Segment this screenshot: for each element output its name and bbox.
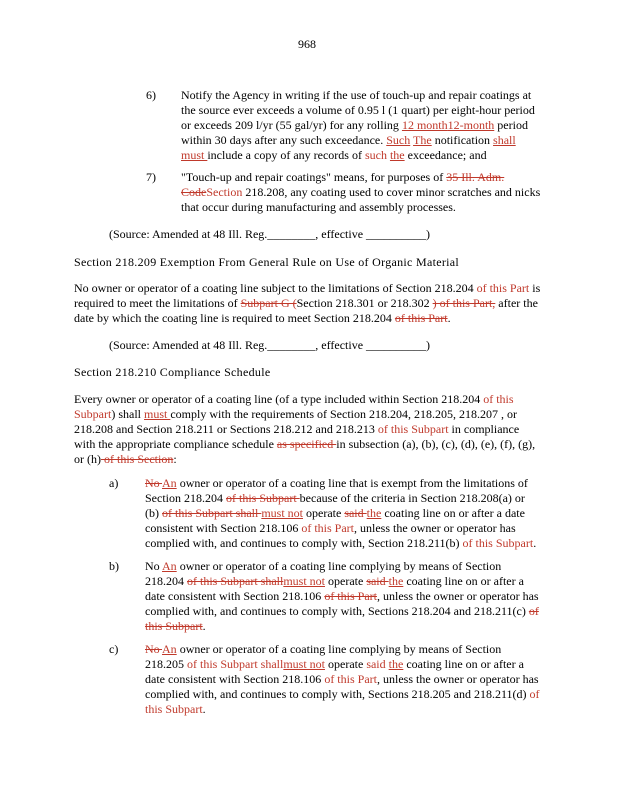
text: 218.204 [145, 574, 187, 588]
text: comply with the requirements of Section 218.204, 218.205, 218.207 , or [170, 407, 517, 421]
deleted-text: No [145, 642, 163, 656]
b-line-5 [145, 619, 539, 634]
inserted-text: An [162, 559, 177, 573]
text: include a copy of any records of [207, 148, 365, 162]
text: 218.208 and Section 218.211 or Sections 218.212 and 218.213 [74, 422, 378, 436]
s210-line-4 [74, 437, 535, 452]
item-7-line-1 [181, 170, 540, 185]
text: coating line on or after a [403, 574, 524, 588]
text: with the appropriate compliance schedule [74, 437, 277, 451]
b-line-2 [145, 574, 539, 589]
deleted-text: 35 Ill. Adm. [446, 170, 505, 184]
b-line-4 [145, 604, 539, 619]
inserted-text: of this Part [324, 672, 377, 686]
text: : [173, 452, 177, 466]
text: coating line on or after a date [381, 506, 525, 520]
text: owner or operator of a coating line complying by means of Section [176, 559, 502, 573]
text: date consistent with Section 218.106 [145, 589, 325, 603]
text: Section 218.204 [145, 491, 226, 505]
inserted-text: of this [483, 392, 514, 406]
s210-line-3 [74, 422, 535, 437]
text: date consistent with Section 218.106 [145, 672, 325, 686]
text: operate [325, 657, 367, 671]
text: , unless the owner or operator has [376, 672, 539, 686]
c-line-3 [145, 672, 540, 687]
deleted-text: of [528, 604, 539, 618]
text: coating line on or after a [403, 657, 524, 671]
inserted-text: must not [261, 506, 303, 520]
item-6-line-2: the source ever exceeds a volume of 0.95 l (1 quart) per eight-hour period [181, 103, 535, 117]
text: ) shall [111, 407, 145, 421]
text: 218.205 [145, 657, 187, 671]
text: after the [495, 296, 538, 310]
a-line-1 [145, 476, 536, 491]
inserted-text: must not [283, 657, 325, 671]
inserted-text: An [162, 642, 177, 656]
inserted-text: of [529, 687, 540, 701]
text: period [494, 118, 528, 132]
a-line-4 [145, 521, 536, 536]
item-6-text [181, 88, 535, 163]
deleted-text: Code [181, 185, 207, 199]
s209-line-1 [74, 281, 540, 296]
s210-line-1 [74, 392, 535, 407]
inserted-text: the [389, 148, 405, 162]
inserted-text: must [144, 407, 171, 421]
text: Every owner or operator of a coating line (of a type included within Section 218.204 [74, 392, 484, 406]
item-6-line-3 [181, 118, 535, 133]
inserted-text: of this Part [476, 281, 530, 295]
text: owner or operator of a coating line complying by means of Section [176, 642, 502, 656]
s209-line-3 [74, 311, 540, 326]
source-note-2: (Source: Amended at 48 Ill. Reg.________, effective __________) [109, 338, 431, 352]
subsection-a-number: a) [109, 476, 119, 490]
text: complied with, and continues to comply with, Sections 218.204 and 218.211(c) [145, 604, 529, 618]
text: in subsection (a), (b), (c), (d), (e), (f), (g), [336, 437, 536, 451]
text: is [529, 281, 541, 295]
inserted-text: must [181, 148, 208, 162]
c-line-5 [145, 702, 540, 717]
text: complied with, and continues to comply with, Section 218.211(b) [145, 536, 463, 550]
deleted-text: said [344, 506, 367, 520]
text: No owner or operator of a coating line subject to the limitations of Section 218.204 [74, 281, 477, 295]
inserted-text: of this Subpart [462, 536, 534, 550]
deleted-text: of this Part [394, 311, 448, 325]
text: required to meet the limitations of [74, 296, 241, 310]
text: notification [431, 133, 494, 147]
text: or exceeds 209 l/yr (55 gal/yr) for any rolling [181, 118, 402, 132]
a-line-2 [145, 491, 536, 506]
text: because of the criteria in Section 218.208(a) or [299, 491, 525, 505]
inserted-text: of this Subpart shall [187, 657, 284, 671]
deleted-text: of this Subpart shall [162, 506, 262, 520]
a-line-3 [145, 506, 536, 521]
inserted-text: such [364, 148, 387, 162]
item-7-line-3: that occur during manufacturing and assembly processes. [181, 200, 456, 214]
item-7-number: 7) [146, 170, 156, 184]
inserted-text: shall [493, 133, 516, 147]
c-line-4 [145, 687, 540, 702]
section-218-210-heading: Section 218.210 Compliance Schedule [74, 365, 271, 379]
inserted-text: the [388, 657, 404, 671]
inserted-text: of this Part [301, 521, 354, 535]
inserted-text: 12 month [401, 118, 448, 132]
c-line-2 [145, 657, 540, 672]
section-218-210-body [74, 392, 535, 467]
item-7-text [181, 170, 540, 215]
text: . [533, 536, 537, 550]
deleted-text: No [145, 476, 163, 490]
item-6-line-5 [181, 148, 535, 163]
item-6-number: 6) [146, 88, 156, 102]
text: . [447, 311, 451, 325]
item-7-line-2 [181, 185, 540, 200]
c-line-1 [145, 642, 540, 657]
inserted-text: the [366, 506, 382, 520]
deleted-text: ) of this Part, [432, 296, 496, 310]
text: "Touch-up and repair coatings" means, for purposes of [181, 170, 447, 184]
a-line-5 [145, 536, 536, 551]
subsection-c-text [145, 642, 540, 717]
text: owner or operator of a coating line that is exempt from the limitations of [176, 476, 528, 490]
text: . [202, 619, 206, 633]
inserted-text: Such [386, 133, 411, 147]
inserted-text: the [388, 574, 404, 588]
inserted-text: said [366, 657, 389, 671]
s209-line-2 [74, 296, 540, 311]
inserted-text: Subpart [74, 407, 112, 421]
text: , unless the owner or operator has [376, 589, 539, 603]
text: (b) [145, 506, 162, 520]
deleted-text: this Subpart [145, 619, 203, 633]
b-line-3 [145, 589, 539, 604]
deleted-text: Subpart G ( [240, 296, 297, 310]
text: or (h) [74, 452, 101, 466]
text: Section 218.301 or 218.302 [296, 296, 433, 310]
inserted-text: 12-month [447, 118, 495, 132]
s210-line-5 [74, 452, 535, 467]
text: exceedance; and [404, 148, 487, 162]
deleted-text: of this Subpart [226, 491, 300, 505]
subsection-a-text [145, 476, 536, 551]
subsection-b-text [145, 559, 539, 634]
inserted-text: of this Subpart [377, 422, 449, 436]
text: , unless the owner or operator has [354, 521, 516, 535]
text: . [202, 702, 206, 716]
text: consistent with Section 218.106 [145, 521, 302, 535]
text: date by which the coating line is required to meet Section 218.204 [74, 311, 395, 325]
source-note-1: (Source: Amended at 48 Ill. Reg.________, effective __________) [109, 227, 431, 241]
inserted-text: must not [283, 574, 325, 588]
deleted-text: of this Section [101, 452, 174, 466]
text: No [145, 559, 163, 573]
text: in compliance [448, 422, 520, 436]
inserted-text: this Subpart [145, 702, 203, 716]
b-line-1 [145, 559, 539, 574]
text: complied with, and continues to comply with, Sections 218.205 and 218.211(d) [145, 687, 530, 701]
deleted-text: of this Part [324, 589, 377, 603]
text: 218.208, any coating used to cover minor scratches and nicks [242, 185, 541, 199]
deleted-text: said [366, 574, 389, 588]
inserted-text: The [413, 133, 432, 147]
text: within 30 days after any such exceedance. [181, 133, 387, 147]
subsection-c-number: c) [109, 642, 119, 656]
s210-line-2 [74, 407, 535, 422]
text: operate [303, 506, 345, 520]
page-number: 968 [298, 37, 316, 51]
deleted-text: as specified [276, 437, 337, 451]
text: operate [325, 574, 367, 588]
inserted-text: Section [206, 185, 243, 199]
section-218-209-body [74, 281, 540, 326]
inserted-text: An [162, 476, 177, 490]
deleted-text: of this Subpart shall [187, 574, 284, 588]
item-6-line-1: Notify the Agency in writing if the use of touch-up and repair coatings at [181, 88, 532, 102]
section-218-209-heading: Section 218.209 Exemption From General Rule on Use of Organic Material [74, 255, 460, 269]
subsection-b-number: b) [109, 559, 119, 573]
item-6-line-4 [181, 133, 535, 148]
